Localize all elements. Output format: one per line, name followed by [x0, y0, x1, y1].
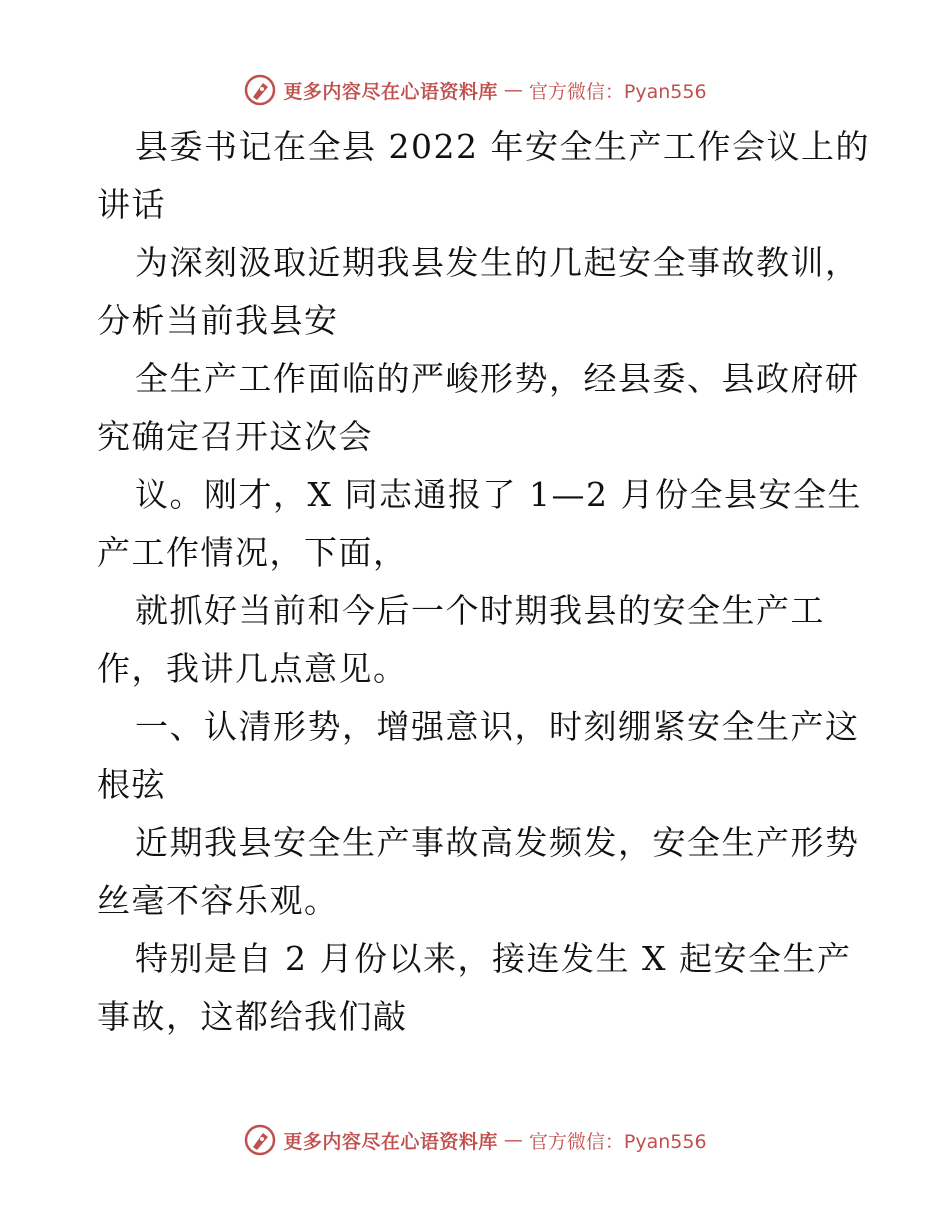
title-line-1: 县委书记在全县 2022 年安全生产工作会议上的	[135, 127, 870, 166]
banner-wechat: 官方微信：Pyan556	[528, 80, 707, 103]
footer-banner	[0, 1120, 950, 1160]
title-line-2: 讲话	[97, 185, 166, 224]
pen-nib-logo-icon	[243, 73, 277, 107]
banner-site-name: 更多内容尽在心语资料库	[283, 1130, 498, 1153]
banner-separator: —	[503, 1129, 523, 1151]
paragraph-line: 作，我讲几点意见。	[97, 649, 408, 688]
paragraph-line: 就抓好当前和今后一个时期我县的安全生产工	[135, 591, 825, 630]
section-heading-line: 根弦	[97, 765, 166, 804]
paragraph-line: 事故，这都给我们敲	[97, 997, 408, 1036]
paragraph-line: 分析当前我县安	[97, 301, 339, 340]
paragraph-line: 究确定召开这次会	[97, 417, 373, 456]
pen-nib-logo-icon	[243, 1123, 277, 1157]
paragraph-line: 产工作情况，下面，	[97, 533, 408, 572]
document-body	[97, 118, 870, 1046]
paragraph-line: 为深刻汲取近期我县发生的几起安全事故教训，	[135, 243, 860, 282]
banner-wechat: 官方微信：Pyan556	[528, 1130, 707, 1153]
paragraph-line: 全生产工作面临的严峻形势，经县委、县政府研	[135, 359, 860, 398]
section-heading-line: 一、认清形势，增强意识，时刻绷紧安全生产这	[135, 707, 860, 746]
header-banner	[0, 70, 950, 110]
paragraph-line: 近期我县安全生产事故高发频发，安全生产形势	[135, 823, 860, 862]
banner-separator: —	[503, 79, 523, 101]
paragraph-line: 议。刚才，X 同志通报了 1—2 月份全县安全生	[135, 475, 862, 514]
paragraph-line: 特别是自 2 月份以来，接连发生 X 起安全生产	[135, 939, 852, 978]
paragraph-line: 丝毫不容乐观。	[97, 881, 339, 920]
banner-site-name: 更多内容尽在心语资料库	[283, 80, 498, 103]
